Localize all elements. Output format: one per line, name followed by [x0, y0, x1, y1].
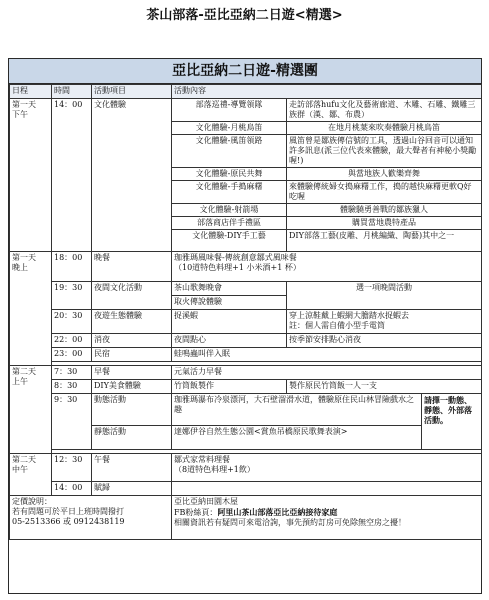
table-row: [10, 380, 482, 394]
activity-desc: 製作原民竹筒飯一人一支: [287, 380, 482, 394]
activity-desc: 與當地族人歡樂齊舞: [287, 168, 482, 181]
header-day: 日程: [10, 85, 52, 99]
activity-desc: 體驗驍勇善戰的鄒族獵人: [287, 204, 482, 217]
activity-name: 文化體驗-DIY手工藝: [172, 230, 287, 252]
item-cell: 民宿: [92, 348, 172, 362]
activity-desc: 達娜伊谷自然生態公園<賞魚吊橋原民歌舞表演>: [172, 426, 422, 450]
page-title: 茶山部落-亞比亞納二日遊<精選>: [146, 8, 343, 23]
activity-desc: 在地月桃葉來吹奏體驗月桃鳥笛: [287, 122, 482, 135]
item-cell: 午餐: [92, 454, 172, 482]
time-cell: 19：30: [52, 282, 92, 310]
header-content: 活動內容: [172, 85, 482, 99]
activity-name: 文化體驗-風笛領路: [172, 135, 287, 168]
day-cell: 第二天 上午: [10, 366, 52, 454]
activity-desc: 鄒式家常料理餐 （8道特色料理+1飲）: [172, 454, 482, 482]
activity-desc: 選一項晚間活動: [287, 282, 482, 310]
activity-name: 取火傳說體驗: [172, 296, 287, 310]
table-row: [10, 454, 482, 482]
table-row: [10, 99, 482, 122]
time-cell: 7：30: [52, 366, 92, 380]
activity-desc: 風笛曾是鄒族傳信號的工具，透過山谷回音可以通知許多訊息(派三位代表來體驗，最大聲者有神秘小獎勵喔!): [287, 135, 482, 168]
activity-name: 文化體驗-原民共舞: [172, 168, 287, 181]
time-cell: 23：00: [52, 348, 92, 362]
activity-name: 捉溪蝦: [172, 310, 287, 334]
itinerary-sheet: [8, 58, 482, 594]
header-time: 時間: [52, 85, 92, 99]
activity-desc: 蛙鳴蟲叫伴入眠: [172, 348, 482, 362]
item-cell: 早餐: [92, 366, 172, 380]
activity-desc: 按季節安排點心消夜: [287, 334, 482, 348]
time-cell: 8：30: [52, 380, 92, 394]
day-cell: 第一天 晚上: [10, 252, 52, 366]
table-row: [10, 366, 482, 380]
itinerary-table: [9, 84, 482, 540]
header-row: [10, 85, 482, 99]
banner-title: 亞比亞納二日遊-精選團: [9, 59, 481, 84]
activity-desc: DIY部落工藝(皮雕、月桃編織、陶藝)其中之一: [287, 230, 482, 252]
item-cell: DIY美食體驗: [92, 380, 172, 394]
activity-desc: 購買當地農特產品: [287, 217, 482, 230]
time-cell: 18：00: [52, 252, 92, 282]
time-cell: 14：00: [52, 482, 92, 496]
activity-name: 部落商店伴手禮區: [172, 217, 287, 230]
contact-phone: 05-2513366 或 0912438119: [12, 517, 125, 526]
item-cell: 動態活動: [92, 394, 172, 426]
table-row: [10, 310, 482, 334]
time-cell: 12：30: [52, 454, 92, 482]
activity-desc: 來體驗傳統婦女搗麻糬工作，搗的越快麻糬更軟Q好吃喔: [287, 181, 482, 204]
time-cell: 9：30: [52, 394, 92, 450]
activity-name: 部落巡禮-導覽領隊: [172, 99, 287, 122]
activity-desc: 珈雅瑪風味餐-傳統創意鄒式風味餐 （10道特色料理+1 小米酒+1 杯）: [172, 252, 482, 282]
activity-desc: 走訪部落hufu文化及藝術廊道、木雕、石雕、鐵雕三族群（漢、鄒、布農）: [287, 99, 482, 122]
item-cell: 夜間文化活動: [92, 282, 172, 310]
item-cell: 賦歸: [92, 482, 172, 496]
day-cell: 第一天 下午: [10, 99, 52, 252]
table-row: [10, 482, 482, 496]
header-item: 活動項目: [92, 85, 172, 99]
activity-desc: [172, 482, 482, 496]
activity-name: 文化體驗-手搗麻糬: [172, 181, 287, 204]
time-cell: 22：00: [52, 334, 92, 348]
table-row: [10, 252, 482, 282]
table-row: [10, 282, 482, 296]
table-row: [10, 334, 482, 348]
time-cell: 20：30: [52, 310, 92, 334]
activity-name: 茶山歌舞晚會: [172, 282, 287, 296]
item-cell: 晚餐: [92, 252, 172, 282]
activity-name: 竹筒飯製作: [172, 380, 287, 394]
table-row: [10, 348, 482, 362]
lodge-info: 亞比亞納田園木屋 FB粉絲頁：阿里山茶山部落亞比亞納接待家庭 相關資訊若有疑問可來電洽詢，事先預約訂房可免除無空房之擾！: [172, 496, 482, 540]
activity-name: 文化體驗-月桃鳥笛: [172, 122, 287, 135]
item-cell: 靜態活動: [92, 426, 172, 450]
footer-row: [10, 496, 482, 540]
table-row: [10, 394, 482, 426]
item-cell: 夜遊生態體驗: [92, 310, 172, 334]
pricing-note: 定價說明： 若有問題可於平日上班時間撥打 05-2513366 或 0912438119: [10, 496, 172, 540]
day-cell: 第二天 中午: [10, 454, 52, 496]
activity-desc: 穿上涼鞋戴上蝦網大膽踏水捉蝦去 註：個人需自備小型手電筒: [287, 310, 482, 334]
time-cell: 14：00: [52, 99, 92, 252]
activity-name: 文化體驗-射箭場: [172, 204, 287, 217]
activity-desc: 珈雅瑪瀑布冷泉漂河，大石壁溜滑水道，體驗原住民山林冒險戲水之趣: [172, 394, 422, 426]
choose-note: 請擇一動態、靜態、外部落活動。: [422, 394, 482, 450]
activity-name: 夜間點心: [172, 334, 287, 348]
item-cell: 文化體驗: [92, 99, 172, 252]
item-cell: 消夜: [92, 334, 172, 348]
activity-desc: 元氣活力早餐: [172, 366, 482, 380]
fb-page-name: 阿里山茶山部落亞比亞納接待家庭: [217, 507, 338, 517]
